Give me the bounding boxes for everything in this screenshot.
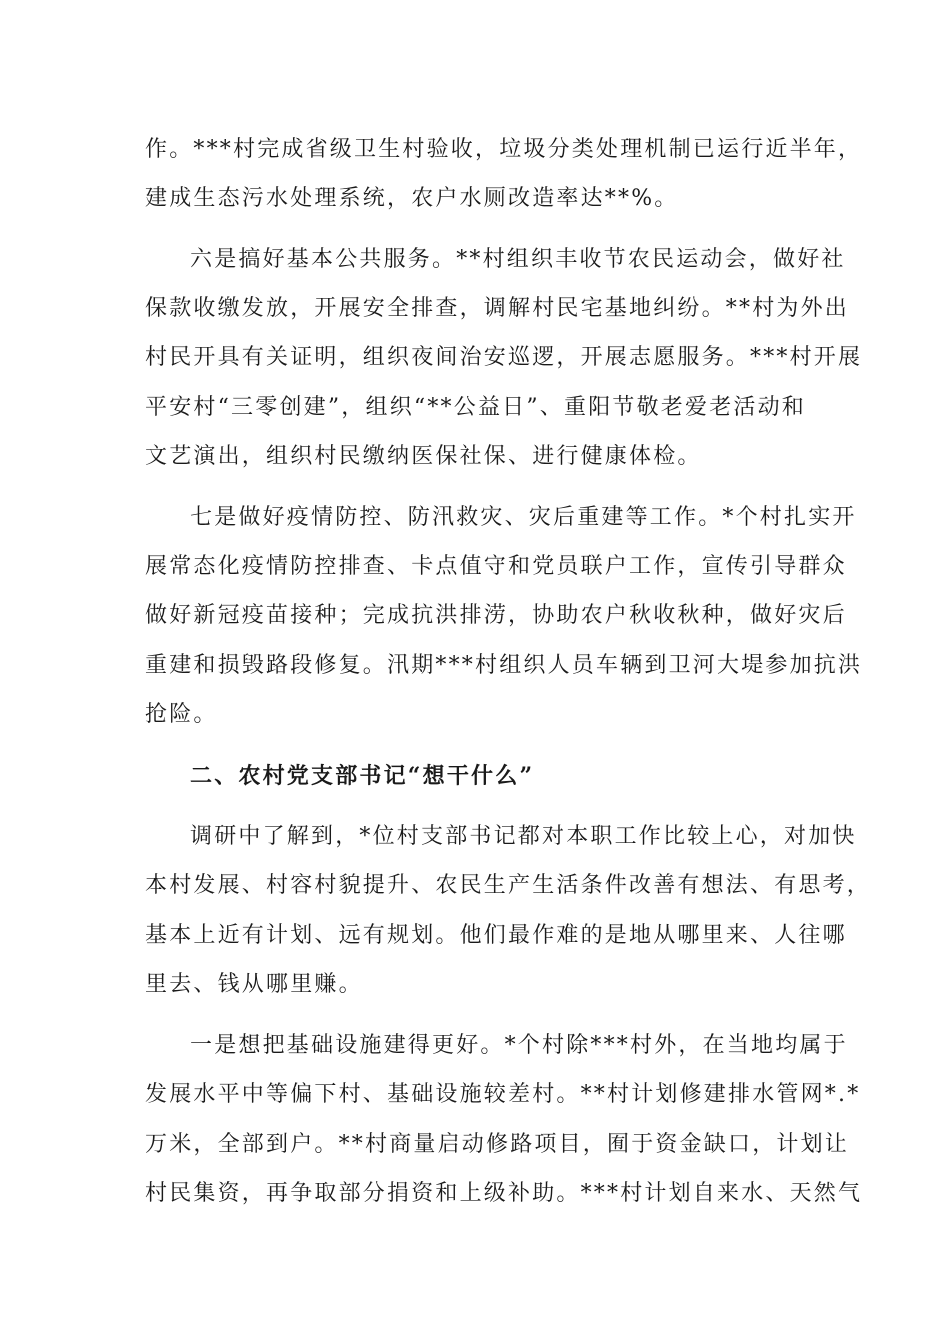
text-line: 展常态化疫情防控排查、卡点值守和党员联户工作，宣传引导群众 — [145, 554, 847, 579]
section-heading: 二、农村党支部书记“想干什么” — [190, 763, 535, 789]
text-line: 做好新冠疫苗接种；完成抗洪排涝，协助农户秋收秋种，做好灾后 — [145, 603, 847, 628]
text-line: 文艺演出，组织村民缴纳医保社保、进行健康体检。 — [145, 444, 702, 469]
paragraph-six-start: 六是搞好基本公共服务。**村组织丰收节农民运动会，做好社 — [190, 247, 846, 272]
text-line: 村民开具有关证明，组织夜间治安巡逻，开展志愿服务。***村开展 — [145, 345, 863, 370]
text-line: 建成生态污水处理系统，农户水厕改造率达**%。 — [145, 186, 679, 211]
text-line: 万米，全部到户。**村商量启动修路项目，囿于资金缺口，计划让 — [145, 1132, 850, 1157]
text-line: 里去、钱从哪里赚。 — [145, 972, 363, 997]
text-line: 基本上近有计划、远有规划。他们最作难的是地从哪里来、人往哪 — [145, 923, 847, 948]
text-line: 重建和损毁路段修复。汛期***村组织人员车辆到卫河大堤参加抗洪 — [145, 653, 863, 678]
paragraph-one-start: 一是想把基础设施建得更好。*个村除***村外，在当地均属于 — [190, 1033, 848, 1058]
text-line: 发展水平中等偏下村、基础设施较差村。**村计划修建排水管网*.* — [145, 1082, 861, 1107]
paragraph-seven-start: 七是做好疫情防控、防汛救灾、灾后重建等工作。*个村扎实开 — [190, 505, 857, 530]
text-line: 村民集资，再争取部分捐资和上级补助。***村计划自来水、天然气 — [145, 1181, 863, 1206]
text-line: 保款收缴发放，开展安全排查，调解村民宅基地纠纷。**村为外出 — [145, 296, 850, 321]
text-line: 作。***村完成省级卫生村验收，垃圾分类处理机制已运行近半年， — [145, 137, 863, 162]
text-line: 平安村“三零创建”，组织“**公益日”、重阳节敬老爱老活动和 — [145, 395, 806, 420]
paragraph-research-start: 调研中了解到，*位村支部书记都对本职工作比较上心，对加快 — [190, 824, 857, 849]
text-line: 本村发展、村容村貌提升、农民生产生活条件改善有想法、有思考， — [145, 873, 872, 898]
text-line: 抢险。 — [145, 702, 218, 727]
